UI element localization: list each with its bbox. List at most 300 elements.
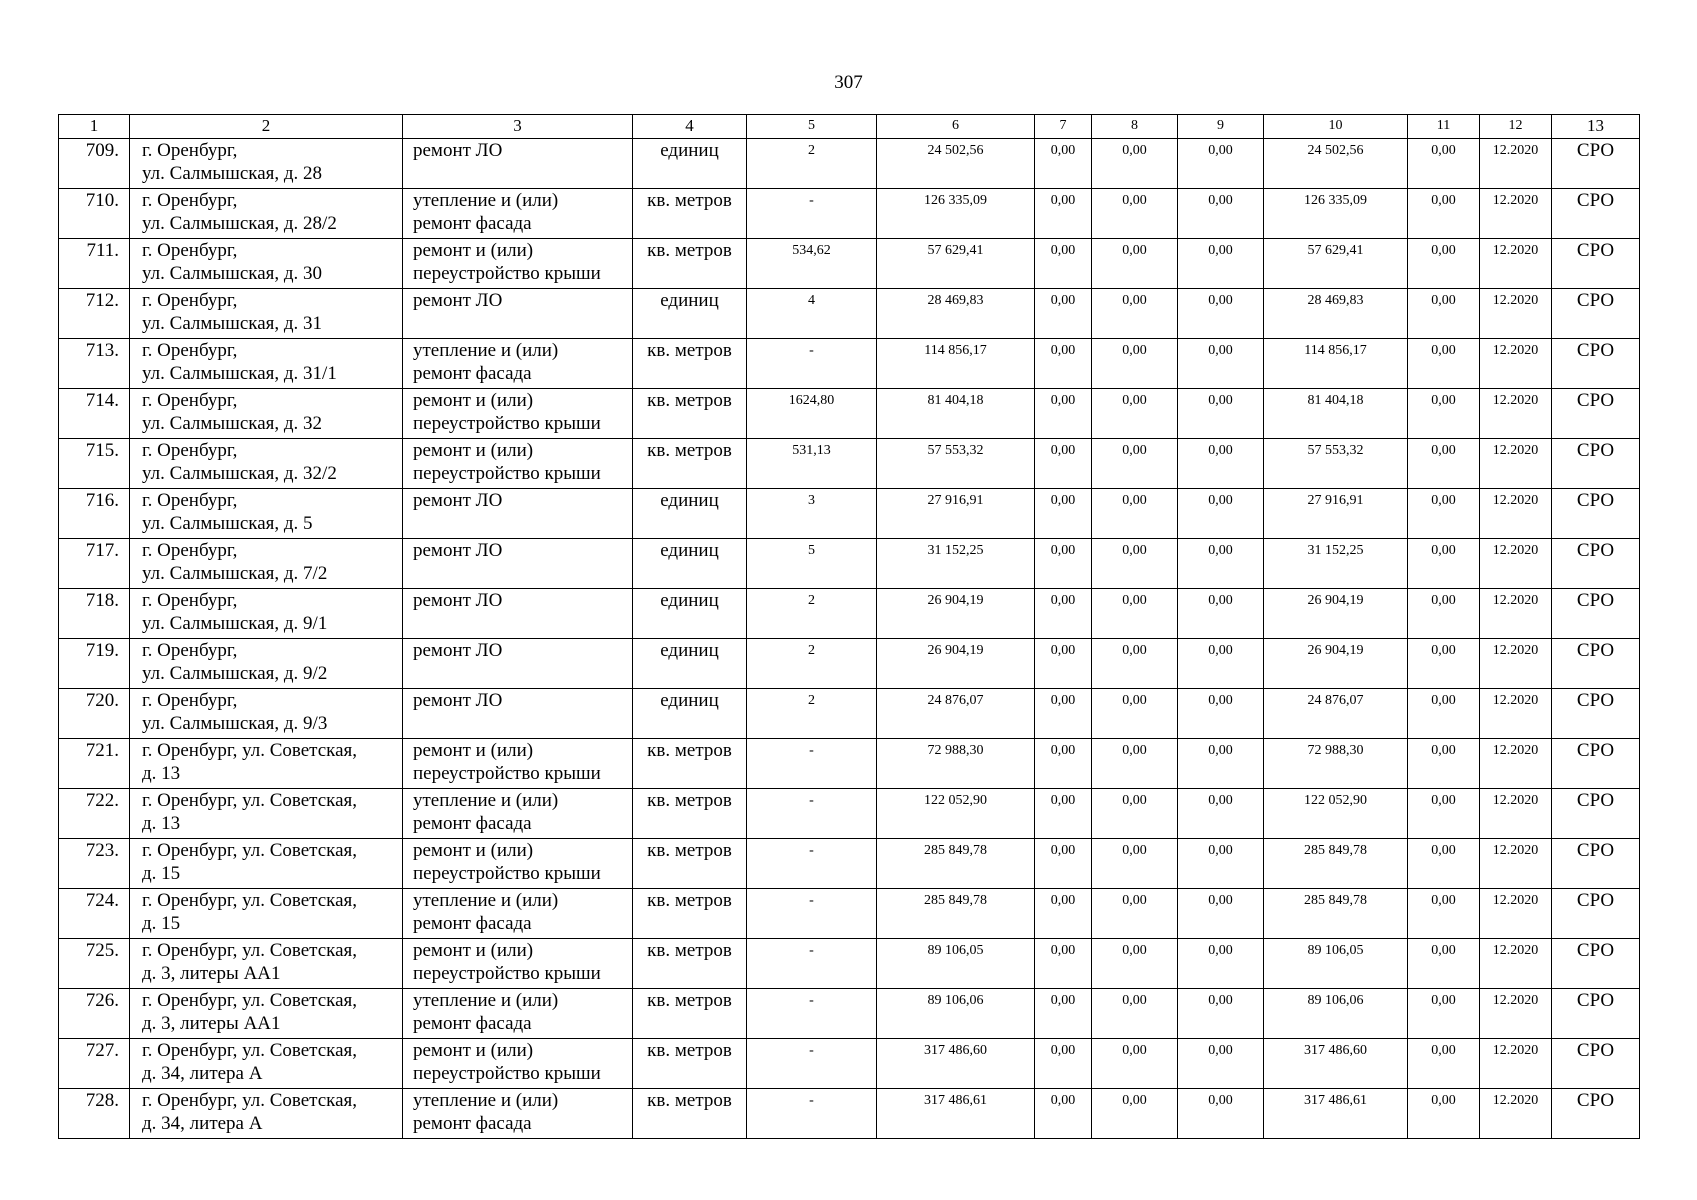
fund-7-text: 0,00 <box>1050 1093 1076 1108</box>
fund-cell-10 <box>1264 789 1408 839</box>
unit-cell <box>633 389 747 439</box>
fund-9-text: 0,00 <box>1208 293 1233 308</box>
fund-cell-7 <box>1035 289 1092 339</box>
address-text: г. Оренбург, <box>142 340 238 361</box>
fund-cell-10 <box>1264 589 1408 639</box>
operator-text: СРО <box>1576 1090 1615 1111</box>
work-type-cell <box>403 989 633 1039</box>
unit-text: кв. метров <box>647 840 732 861</box>
fund-cell-10 <box>1264 1089 1408 1139</box>
fund-cell-10 <box>1264 739 1408 789</box>
unit-text: кв. метров <box>647 340 732 361</box>
operator-cell <box>1552 239 1640 289</box>
address-text: г. Оренбург, <box>142 490 238 511</box>
total-cost-cell <box>877 489 1035 539</box>
address-text: ул. Салмышская, д. 28/2 <box>142 213 337 234</box>
address-text: д. 34, литера А <box>142 1113 263 1134</box>
operator-text: СРО <box>1576 790 1615 811</box>
address-text: г. Оренбург, ул. Советская, <box>142 740 358 761</box>
quantity-cell <box>747 539 877 589</box>
fund-cell-10 <box>1264 939 1408 989</box>
fund-11-text: 0,00 <box>1431 693 1456 708</box>
total-cost-text: 285 849,78 <box>924 843 987 858</box>
column-header: 5 <box>747 115 877 139</box>
unit-text: единиц <box>660 540 719 561</box>
fund-10-text: 81 404,18 <box>1307 393 1364 408</box>
fund-cell-7 <box>1035 139 1092 189</box>
completion-date-cell <box>1480 289 1552 339</box>
address-text: г. Оренбург, ул. Советская, <box>142 840 358 861</box>
completion-date-text: 12.2020 <box>1492 193 1539 208</box>
fund-cell-9 <box>1178 1039 1264 1089</box>
total-cost-text: 89 106,05 <box>927 943 984 958</box>
column-header: 6 <box>877 115 1035 139</box>
fund-7-text: 0,00 <box>1050 843 1076 858</box>
fund-cell-10 <box>1264 1039 1408 1089</box>
table-row <box>59 139 1640 189</box>
fund-cell-11 <box>1408 739 1480 789</box>
work-type-cell <box>403 239 633 289</box>
total-cost-cell <box>877 889 1035 939</box>
work-type-cell <box>403 1089 633 1139</box>
work-type-cell <box>403 1039 633 1089</box>
address-text: д. 3, литеры АА1 <box>142 1013 281 1034</box>
fund-cell-9 <box>1178 839 1264 889</box>
quantity-cell <box>747 1089 877 1139</box>
fund-11-text: 0,00 <box>1431 393 1456 408</box>
fund-cell-7 <box>1035 739 1092 789</box>
column-header: 8 <box>1092 115 1178 139</box>
address-cell <box>130 639 403 689</box>
fund-cell-10 <box>1264 489 1408 539</box>
work-type-text: переустройство крыши <box>413 863 601 884</box>
address-cell <box>130 789 403 839</box>
fund-11-text: 0,00 <box>1431 493 1456 508</box>
fund-cell-10 <box>1264 389 1408 439</box>
work-type-text: ремонт ЛО <box>413 590 503 611</box>
work-type-text: ремонт и (или) <box>413 840 534 861</box>
completion-date-text: 12.2020 <box>1492 243 1539 258</box>
fund-cell-8 <box>1092 189 1178 239</box>
table-row <box>59 489 1640 539</box>
fund-cell-11 <box>1408 339 1480 389</box>
fund-8-text: 0,00 <box>1122 293 1147 308</box>
work-type-cell <box>403 689 633 739</box>
work-type-text: ремонт ЛО <box>413 490 503 511</box>
table-row <box>59 539 1640 589</box>
address-text: г. Оренбург, <box>142 290 238 311</box>
fund-cell-8 <box>1092 339 1178 389</box>
fund-cell-8 <box>1092 389 1178 439</box>
fund-cell-9 <box>1178 439 1264 489</box>
fund-cell-9 <box>1178 739 1264 789</box>
fund-cell-8 <box>1092 239 1178 289</box>
row-number-text: 715. <box>85 440 119 461</box>
row-number-cell <box>59 139 130 189</box>
quantity-cell <box>747 589 877 639</box>
address-cell <box>130 1039 403 1089</box>
fund-cell-11 <box>1408 389 1480 439</box>
quantity-text: - <box>809 993 814 1008</box>
completion-date-text: 12.2020 <box>1492 593 1539 608</box>
completion-date-text: 12.2020 <box>1492 893 1539 908</box>
operator-cell <box>1552 939 1640 989</box>
completion-date-text: 12.2020 <box>1492 1043 1539 1058</box>
column-header: 10 <box>1264 115 1408 139</box>
total-cost-text: 114 856,17 <box>924 343 987 358</box>
unit-text: кв. метров <box>647 190 732 211</box>
fund-cell-9 <box>1178 539 1264 589</box>
column-header: 1 <box>59 115 130 139</box>
fund-cell-7 <box>1035 889 1092 939</box>
address-text: ул. Салмышская, д. 31/1 <box>142 363 337 384</box>
quantity-text: 534,62 <box>792 243 831 258</box>
total-cost-cell <box>877 789 1035 839</box>
fund-cell-9 <box>1178 239 1264 289</box>
completion-date-cell <box>1480 939 1552 989</box>
fund-9-text: 0,00 <box>1208 193 1233 208</box>
unit-cell <box>633 739 747 789</box>
fund-9-text: 0,00 <box>1208 843 1233 858</box>
quantity-text: 3 <box>808 493 815 508</box>
fund-cell-8 <box>1092 289 1178 339</box>
quantity-cell <box>747 689 877 739</box>
fund-7-text: 0,00 <box>1050 693 1076 708</box>
fund-9-text: 0,00 <box>1208 743 1233 758</box>
address-text: д. 13 <box>142 813 181 834</box>
fund-cell-10 <box>1264 639 1408 689</box>
quantity-text: - <box>809 893 814 908</box>
fund-cell-11 <box>1408 589 1480 639</box>
fund-cell-9 <box>1178 189 1264 239</box>
table-row <box>59 389 1640 439</box>
address-text: ул. Салмышская, д. 32/2 <box>142 463 337 484</box>
fund-7-text: 0,00 <box>1050 243 1076 258</box>
work-type-text: утепление и (или) <box>413 1090 559 1111</box>
fund-cell-8 <box>1092 739 1178 789</box>
unit-text: кв. метров <box>647 740 732 761</box>
operator-text: СРО <box>1576 740 1615 761</box>
row-number-text: 720. <box>85 690 119 711</box>
address-text: д. 34, литера А <box>142 1063 263 1084</box>
fund-8-text: 0,00 <box>1122 143 1147 158</box>
table-row <box>59 889 1640 939</box>
fund-cell-10 <box>1264 339 1408 389</box>
total-cost-text: 126 335,09 <box>924 193 987 208</box>
address-cell <box>130 739 403 789</box>
unit-text: кв. метров <box>647 440 732 461</box>
address-text: г. Оренбург, ул. Советская, <box>142 1040 358 1061</box>
quantity-text: - <box>809 793 814 808</box>
work-type-text: ремонт фасада <box>413 913 532 934</box>
row-number-cell <box>59 189 130 239</box>
completion-date-cell <box>1480 789 1552 839</box>
fund-cell-11 <box>1408 989 1480 1039</box>
row-number-text: 727. <box>85 1040 119 1061</box>
row-number-text: 718. <box>85 590 119 611</box>
row-number-text: 716. <box>85 490 119 511</box>
row-number-cell <box>59 889 130 939</box>
fund-cell-7 <box>1035 239 1092 289</box>
fund-8-text: 0,00 <box>1122 493 1147 508</box>
quantity-text: 2 <box>808 593 815 608</box>
work-type-text: утепление и (или) <box>413 340 559 361</box>
work-type-text: ремонт ЛО <box>413 290 503 311</box>
total-cost-text: 122 052,90 <box>924 793 987 808</box>
operator-cell <box>1552 389 1640 439</box>
unit-cell <box>633 139 747 189</box>
unit-cell <box>633 1089 747 1139</box>
table-row <box>59 989 1640 1039</box>
fund-cell-8 <box>1092 1089 1178 1139</box>
work-type-text: ремонт фасада <box>413 813 532 834</box>
completion-date-cell <box>1480 489 1552 539</box>
address-text: г. Оренбург, <box>142 690 238 711</box>
fund-7-text: 0,00 <box>1050 193 1076 208</box>
fund-11-text: 0,00 <box>1431 243 1456 258</box>
quantity-text: - <box>809 193 814 208</box>
fund-cell-8 <box>1092 539 1178 589</box>
address-text: г. Оренбург, <box>142 640 238 661</box>
total-cost-text: 285 849,78 <box>924 893 987 908</box>
quantity-text: - <box>809 743 814 758</box>
quantity-text: - <box>809 843 814 858</box>
unit-text: кв. метров <box>647 790 732 811</box>
fund-8-text: 0,00 <box>1122 893 1147 908</box>
row-number-cell <box>59 239 130 289</box>
fund-7-text: 0,00 <box>1050 443 1076 458</box>
fund-cell-11 <box>1408 689 1480 739</box>
operator-text: СРО <box>1576 890 1615 911</box>
fund-cell-9 <box>1178 789 1264 839</box>
row-number-text: 712. <box>85 290 119 311</box>
quantity-cell <box>747 989 877 1039</box>
fund-11-text: 0,00 <box>1431 943 1456 958</box>
fund-9-text: 0,00 <box>1208 993 1233 1008</box>
quantity-cell <box>747 889 877 939</box>
fund-7-text: 0,00 <box>1050 393 1076 408</box>
completion-date-text: 12.2020 <box>1492 293 1539 308</box>
address-text: ул. Салмышская, д. 30 <box>142 263 323 284</box>
completion-date-text: 12.2020 <box>1492 793 1539 808</box>
work-type-text: утепление и (или) <box>413 790 559 811</box>
fund-7-text: 0,00 <box>1050 943 1076 958</box>
unit-text: кв. метров <box>647 240 732 261</box>
row-number-text: 722. <box>85 790 119 811</box>
fund-8-text: 0,00 <box>1122 643 1147 658</box>
address-cell <box>130 289 403 339</box>
row-number-cell <box>59 289 130 339</box>
fund-cell-7 <box>1035 939 1092 989</box>
completion-date-cell <box>1480 1089 1552 1139</box>
quantity-cell <box>747 489 877 539</box>
operator-cell <box>1552 1089 1640 1139</box>
unit-text: кв. метров <box>647 1090 732 1111</box>
work-type-text: утепление и (или) <box>413 190 559 211</box>
completion-date-cell <box>1480 989 1552 1039</box>
fund-cell-10 <box>1264 239 1408 289</box>
fund-cell-11 <box>1408 839 1480 889</box>
fund-7-text: 0,00 <box>1050 1043 1076 1058</box>
completion-date-text: 12.2020 <box>1492 443 1539 458</box>
address-cell <box>130 889 403 939</box>
unit-cell <box>633 989 747 1039</box>
operator-cell <box>1552 889 1640 939</box>
fund-cell-9 <box>1178 339 1264 389</box>
fund-10-text: 26 904,19 <box>1307 643 1364 658</box>
fund-cell-8 <box>1092 139 1178 189</box>
fund-cell-10 <box>1264 989 1408 1039</box>
operator-cell <box>1552 789 1640 839</box>
address-cell <box>130 689 403 739</box>
fund-11-text: 0,00 <box>1431 643 1456 658</box>
row-number-cell <box>59 339 130 389</box>
fund-cell-9 <box>1178 939 1264 989</box>
fund-10-text: 24 876,07 <box>1307 693 1364 708</box>
work-type-cell <box>403 889 633 939</box>
total-cost-cell <box>877 839 1035 889</box>
total-cost-text: 72 988,30 <box>927 743 984 758</box>
quantity-text: 5 <box>808 543 815 558</box>
work-type-text: ремонт и (или) <box>413 390 534 411</box>
address-text: г. Оренбург, <box>142 440 238 461</box>
fund-10-text: 89 106,05 <box>1307 943 1364 958</box>
operator-text: СРО <box>1576 540 1615 561</box>
completion-date-cell <box>1480 589 1552 639</box>
fund-cell-7 <box>1035 489 1092 539</box>
quantity-text: 4 <box>808 293 815 308</box>
quantity-text: - <box>809 1043 814 1058</box>
operator-text: СРО <box>1576 690 1615 711</box>
quantity-cell <box>747 789 877 839</box>
completion-date-cell <box>1480 339 1552 389</box>
row-number-cell <box>59 1089 130 1139</box>
work-type-cell <box>403 639 633 689</box>
completion-date-cell <box>1480 889 1552 939</box>
total-cost-text: 89 106,06 <box>927 993 984 1008</box>
operator-cell <box>1552 189 1640 239</box>
unit-cell <box>633 239 747 289</box>
column-header: 2 <box>130 115 403 139</box>
fund-11-text: 0,00 <box>1431 443 1456 458</box>
total-cost-text: 28 469,83 <box>927 293 984 308</box>
operator-text: СРО <box>1576 1040 1615 1061</box>
address-cell <box>130 489 403 539</box>
quantity-text: 1624,80 <box>788 393 835 408</box>
completion-date-text: 12.2020 <box>1492 743 1539 758</box>
fund-cell-9 <box>1178 1089 1264 1139</box>
capital-repair-table <box>58 114 1640 1139</box>
row-number-text: 725. <box>85 940 119 961</box>
fund-8-text: 0,00 <box>1122 393 1147 408</box>
fund-cell-8 <box>1092 889 1178 939</box>
operator-cell <box>1552 639 1640 689</box>
fund-cell-11 <box>1408 289 1480 339</box>
total-cost-cell <box>877 1039 1035 1089</box>
total-cost-text: 24 876,07 <box>927 693 984 708</box>
column-header: 3 <box>403 115 633 139</box>
address-text: ул. Салмышская, д. 7/2 <box>142 563 328 584</box>
row-number-cell <box>59 939 130 989</box>
total-cost-cell <box>877 339 1035 389</box>
fund-11-text: 0,00 <box>1431 793 1456 808</box>
total-cost-cell <box>877 539 1035 589</box>
address-text: г. Оренбург, <box>142 240 238 261</box>
table-row <box>59 289 1640 339</box>
row-number-text: 717. <box>85 540 119 561</box>
address-text: г. Оренбург, <box>142 590 238 611</box>
unit-text: единиц <box>660 490 719 511</box>
fund-cell-11 <box>1408 189 1480 239</box>
row-number-text: 726. <box>85 990 119 1011</box>
unit-text: единиц <box>660 590 719 611</box>
fund-cell-9 <box>1178 689 1264 739</box>
completion-date-cell <box>1480 639 1552 689</box>
fund-8-text: 0,00 <box>1122 243 1147 258</box>
work-type-text: ремонт фасада <box>413 1013 532 1034</box>
fund-cell-7 <box>1035 639 1092 689</box>
table-row <box>59 839 1640 889</box>
total-cost-cell <box>877 689 1035 739</box>
row-number-text: 721. <box>85 740 119 761</box>
total-cost-cell <box>877 439 1035 489</box>
fund-cell-10 <box>1264 839 1408 889</box>
fund-cell-7 <box>1035 789 1092 839</box>
work-type-text: переустройство крыши <box>413 413 601 434</box>
fund-cell-11 <box>1408 1089 1480 1139</box>
total-cost-cell <box>877 939 1035 989</box>
operator-text: СРО <box>1576 240 1615 261</box>
work-type-cell <box>403 339 633 389</box>
quantity-cell <box>747 339 877 389</box>
total-cost-text: 81 404,18 <box>927 393 984 408</box>
fund-cell-7 <box>1035 389 1092 439</box>
fund-cell-8 <box>1092 639 1178 689</box>
work-type-text: ремонт и (или) <box>413 440 534 461</box>
work-type-text: ремонт и (или) <box>413 940 534 961</box>
fund-cell-7 <box>1035 989 1092 1039</box>
fund-8-text: 0,00 <box>1122 743 1147 758</box>
row-number-text: 728. <box>85 1090 119 1111</box>
fund-8-text: 0,00 <box>1122 543 1147 558</box>
quantity-cell <box>747 289 877 339</box>
fund-9-text: 0,00 <box>1208 943 1233 958</box>
fund-cell-7 <box>1035 1039 1092 1089</box>
row-number-cell <box>59 489 130 539</box>
fund-cell-9 <box>1178 639 1264 689</box>
fund-11-text: 0,00 <box>1431 143 1456 158</box>
work-type-text: ремонт фасада <box>413 363 532 384</box>
address-cell <box>130 389 403 439</box>
operator-cell <box>1552 689 1640 739</box>
fund-8-text: 0,00 <box>1122 593 1147 608</box>
fund-cell-8 <box>1092 489 1178 539</box>
unit-text: кв. метров <box>647 990 732 1011</box>
work-type-text: переустройство крыши <box>413 763 601 784</box>
table-row <box>59 639 1640 689</box>
address-cell <box>130 839 403 889</box>
operator-text: СРО <box>1576 490 1615 511</box>
fund-8-text: 0,00 <box>1122 693 1147 708</box>
work-type-cell <box>403 539 633 589</box>
work-type-text: ремонт и (или) <box>413 740 534 761</box>
operator-text: СРО <box>1576 290 1615 311</box>
column-header: 12 <box>1480 115 1552 139</box>
quantity-text: 531,13 <box>792 443 831 458</box>
operator-text: СРО <box>1576 990 1615 1011</box>
table-row <box>59 439 1640 489</box>
unit-cell <box>633 1039 747 1089</box>
